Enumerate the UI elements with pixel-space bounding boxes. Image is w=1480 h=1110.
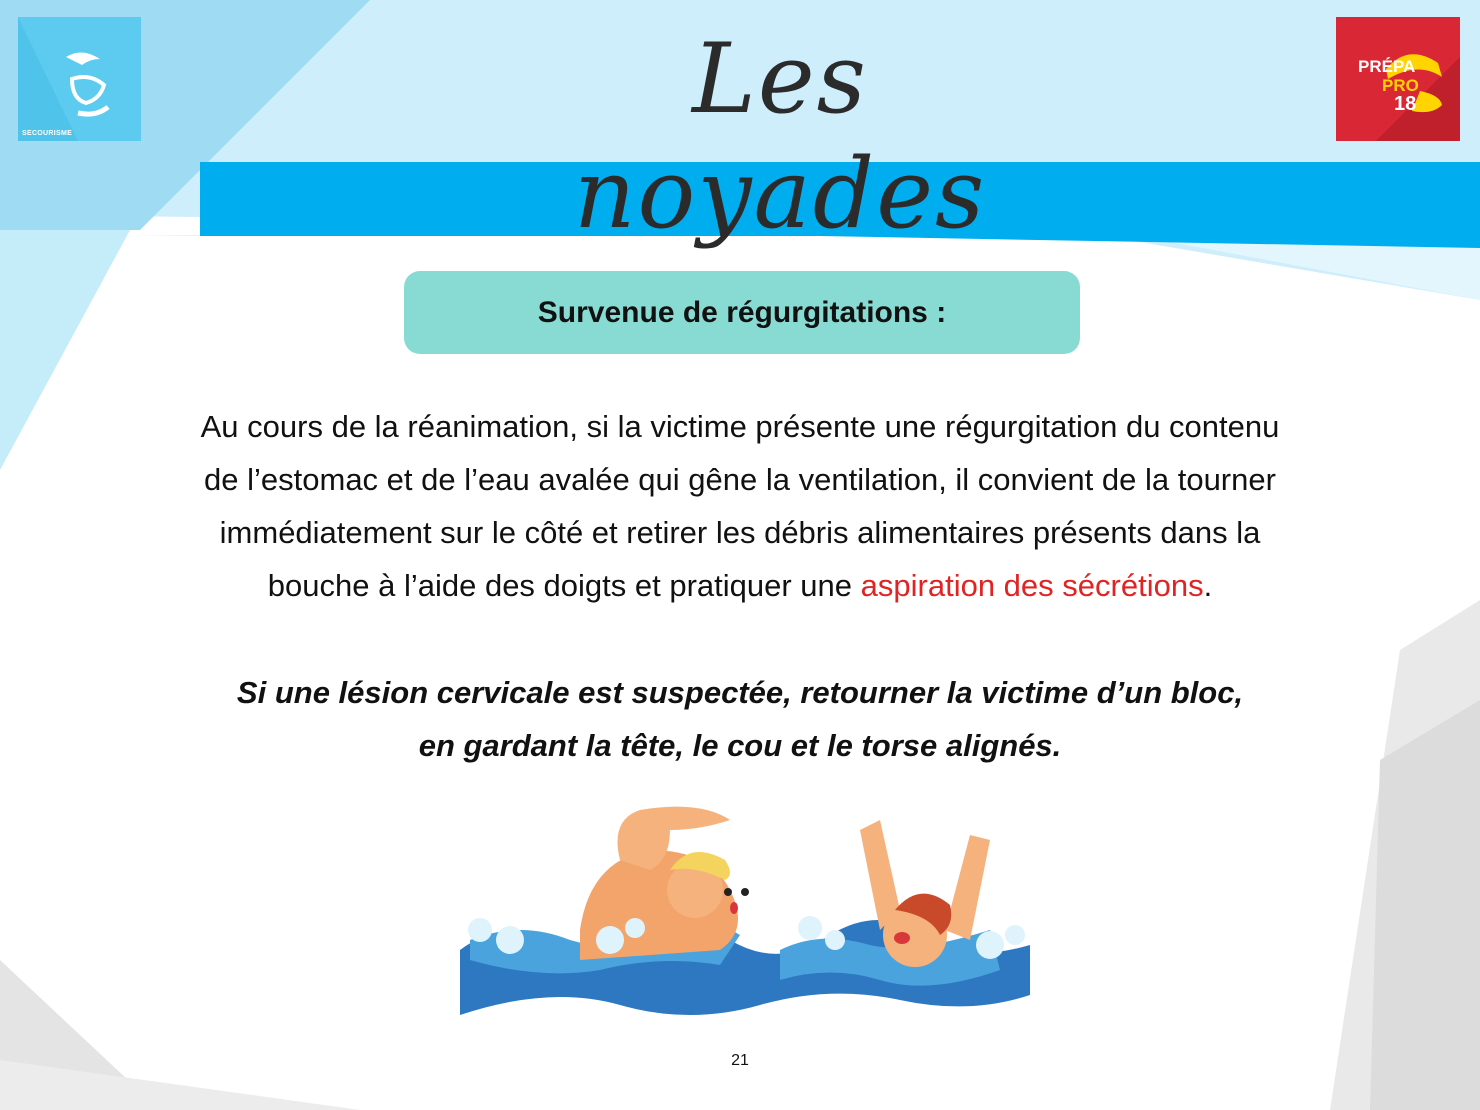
section-heading: Survenue de régurgitations : [537, 295, 947, 329]
paragraph-text: Au cours de la réanimation, si la victime présente une régurgitation du contenu de l’estomac et de l’eau avalée qui gêne la ventilation, il convient de la tourner immédiatement sur le côté et retirer les débris alimentaires présents dans la bouche à l’aide des doigts et pratiquer une [200, 409, 1280, 603]
page-number: 21 [731, 1052, 749, 1069]
rescue-illustration [450, 800, 1040, 1015]
logo-line-18: 18 [1394, 93, 1417, 115]
paragraph-highlight: aspiration des sécrétions [860, 568, 1204, 603]
instruction-paragraph [180, 400, 1300, 612]
secourisme-caption: SECOURISME [22, 130, 73, 137]
secourisme-logo [18, 17, 141, 141]
rescue-helmet-icon [18, 17, 141, 141]
section-heading-badge [404, 271, 1080, 354]
logo-line-pro: PRO [1382, 76, 1419, 95]
logo-line-prepa: PRÉPA [1358, 57, 1416, 76]
paragraph-end: . [1203, 568, 1213, 603]
page-title: Les noyades [573, 23, 987, 251]
cervical-warning: Si une lésion cervicale est suspectée, retourner la victime d’un bloc, en gardant la tête, le cou et le torse alignés. [236, 675, 1244, 763]
prepa-pro-logo [1336, 17, 1460, 141]
